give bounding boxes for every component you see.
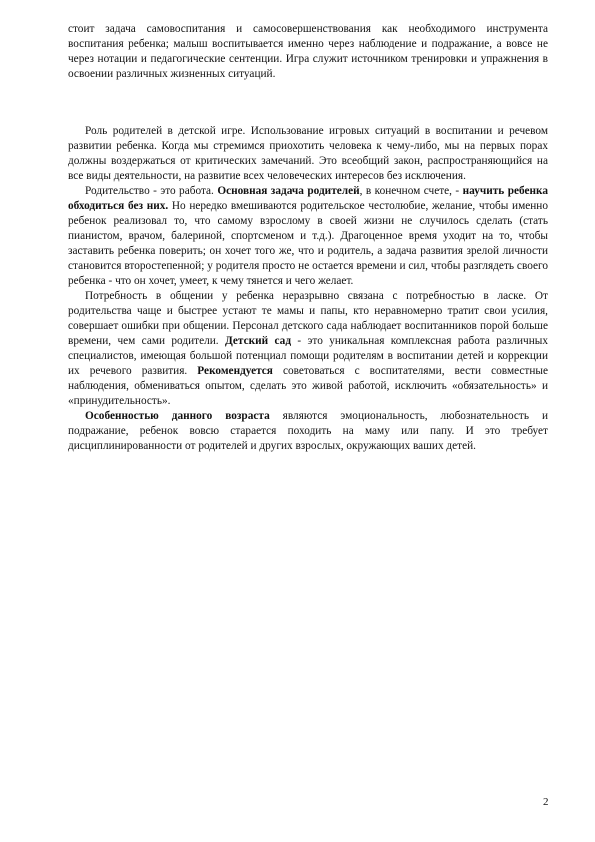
paragraph-role-of-parents: Роль родителей в детской игре. Использование игровых ситуаций в воспитании и речевом развитии ребенка. Когда мы стремимся приохотить человека к чему-либо, мы на первых порах должны воздержаться от критических замечаний. Это всеобщий закон, распространяющийся на все виды деятельности, на развитие всех человеческих интересов без исключения. <box>68 125 548 182</box>
text-block-top <box>68 22 548 82</box>
page-number: 2 <box>543 796 549 808</box>
bold-text-age-features: Особенностью данного возраста <box>85 410 270 422</box>
text-run: Родительство - это работа. <box>85 185 218 197</box>
text-run: - это уникальная комплексная работа различных специалистов, имеющая большой потенциал помощи родителям в воспитании детей и коррекции их речевого развития. <box>68 335 548 377</box>
text-run: , в конечном счете, - <box>359 185 463 197</box>
bold-text-main-task: Основная задача родителей <box>217 185 360 197</box>
bold-text-recommended: Рекомендуется <box>197 365 273 377</box>
text-run: Потребность в общении у ребенка неразрывно связана с потребностью в ласке. От родительства чаще и быстрее устают те мамы и папы, кто неравномерно тратит свои усилия, совершает ошибки при общении. Персонал детского сада наблюдает воспитанников порой больше времени, чем сами родители. <box>68 290 548 347</box>
paragraph-communication-need <box>68 289 548 409</box>
paragraph-parenting-work <box>68 184 548 289</box>
paragraph-continuation: стоит задача самовоспитания и самосовершенствования как необходимого инструмента воспитания ребенка; малыш воспитывается именно через наблюдение и подражание, а вовсе не через нотации и педагогические сентенции. Игра служит источником тренировки и упражнения в освоении различных жизненных ситуаций. <box>68 23 548 80</box>
text-run: Но нередко вмешиваются родительское честолюбие, желание, чтобы именно ребенок реализовал то, что самому взрослому в своей жизни не случилось сделать (стать пианистом, врачом, балериной, спортсменом и т.д.). Драгоценное время уходит на то, чтобы заставить ребенка поверить; он хочет того же, что и родитель, а задача развития зрелой личности становится второстепенной; у родителя просто не остается времени и сил, чтобы разглядеть своего ребенка - что он хочет, умеет, к чему тянется и чего желает. <box>68 200 548 287</box>
text-run: являются эмоциональность, любознательность и подражание, ребенок вовсю старается походить на маму или папу. И это требует дисциплинированности от родителей и других взрослых, окружающих ваших детей. <box>68 410 548 452</box>
text-run: советоваться с воспитателями, вести совместные наблюдения, обмениваться опытом, сделать это живой работой, исключить «обязательность» и «принудительность». <box>68 365 548 407</box>
text-block-main <box>68 124 548 454</box>
bold-text-kindergarten: Детский сад <box>225 335 292 347</box>
bold-text-teach-child: научить ребенка обходиться без них. <box>68 185 548 212</box>
paragraph-age-features <box>68 409 548 454</box>
